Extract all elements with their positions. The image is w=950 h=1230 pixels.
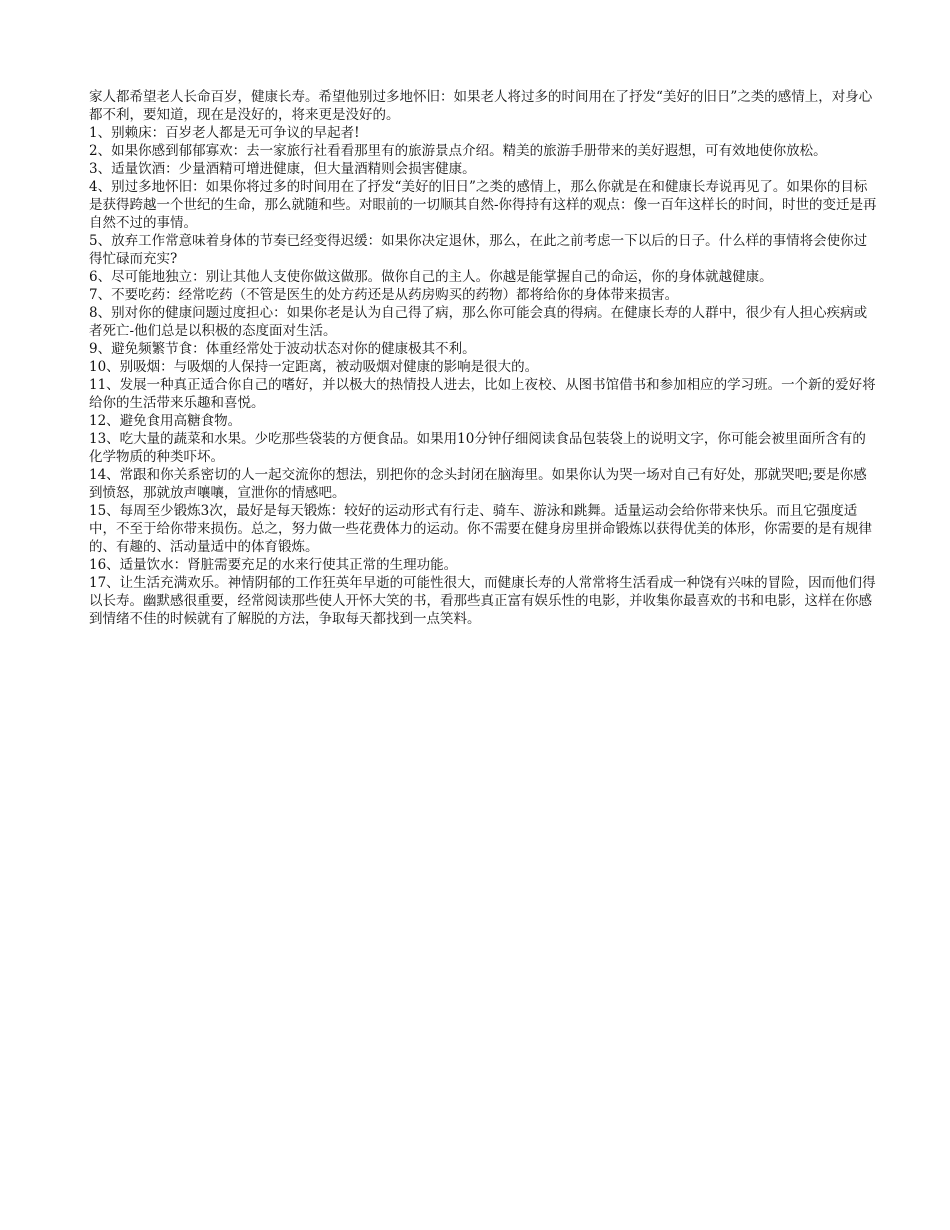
tip-item-17: 17、让生活充满欢乐。神情阴郁的工作狂英年早逝的可能性很大，而健康长寿的人常常将生活看成一种饶有兴味的冒险，因而他们得以长寿。幽默感很重要，经常阅读那些使人开怀大笑的书，看那些真正富有娱乐性的电影，并收集你最喜欢的书和电影，这样在你感到情绪不佳的时候就有了解脱的方法，争取每天都找到一点笑料。 bbox=[89, 575, 876, 627]
intro-paragraph: 家人都希望老人长命百岁，健康长寿。希望他别过多地怀旧：如果老人将过多的时间用在了抒发“美好的旧日”之类的感情上，对身心都不利，要知道，现在是没好的，将来更是没好的。 bbox=[89, 89, 873, 123]
tip-item-4: 4、别过多地怀旧：如果你将过多的时间用在了抒发“美好的旧日”之类的感情上，那么你就是在和健康长寿说再见了。如果你的目标是获得跨越一个世纪的生命，那么就随和些。对眼前的一切顺其自然-你得持有这样的观点：像一百年这样长的时间，时世的变迁是再自然不过的事情。 bbox=[89, 179, 877, 231]
tip-item-12: 12、避免食用高糖食物。 bbox=[89, 413, 242, 429]
tip-item-7: 7、不要吃药：经常吃药（不管是医生的处方药还是从药房购买的药物）都将给你的身体带来损害。 bbox=[89, 287, 679, 303]
tip-item-16: 16、适量饮水：肾脏需要充足的水来行使其正常的生理功能。 bbox=[89, 557, 458, 573]
tip-item-10: 10、别吸烟：与吸烟的人保持一定距离，被动吸烟对健康的影响是很大的。 bbox=[89, 359, 539, 375]
tip-item-1: 1、别赖床：百岁老人都是无可争议的早起者! bbox=[89, 125, 360, 141]
tip-item-5: 5、放弃工作常意味着身体的节奏已经变得迟缓：如果你决定退休，那么，在此之前考虑一下以后的日子。什么样的事情将会使你过得忙碌而充实? bbox=[89, 233, 868, 267]
tip-item-6: 6、尽可能地独立：别让其他人支使你做这做那。做你自己的主人。你越是能掌握自己的命运，你的身体就越健康。 bbox=[89, 269, 773, 285]
tip-item-14: 14、常跟和你关系密切的人一起交流你的想法，别把你的念头封闭在脑海里。如果你认为哭一场对自己有好处，那就哭吧;要是你感到愤怒，那就放声嚷嚷，宣泄你的情感吧。 bbox=[89, 467, 867, 501]
tip-item-11: 11、发展一种真正适合你自己的嗜好，并以极大的热情投人进去，比如上夜校、从图书馆借书和参加相应的学习班。一个新的爱好将给你的生活带来乐趣和喜悦。 bbox=[89, 377, 876, 411]
tip-item-13: 13、吃大量的蔬菜和水果。少吃那些袋装的方便食品。如果用10分钟仔细阅读食品包装袋上的说明文字，你可能会被里面所含有的化学物质的种类吓坏。 bbox=[89, 431, 866, 465]
tip-item-3: 3、适量饮酒：少量酒精可增进健康，但大量酒精则会损害健康。 bbox=[89, 161, 476, 177]
document-body bbox=[89, 88, 879, 628]
tip-item-15: 15、每周至少锻炼3次，最好是每天锻炼：较好的运动形式有行走、骑车、游泳和跳舞。适量运动会给你带来快乐。而且它强度适中，不至于给你带来损伤。总之，努力做一些花费体力的运动。你不需要在健身房里拼命锻炼以获得优美的体形，你需要的是有规律的、有趣的、活动量适中的体育锻炼。 bbox=[89, 503, 872, 555]
tip-item-2: 2、如果你感到郁郁寡欢：去一家旅行社看看那里有的旅游景点介绍。精美的旅游手册带来的美好遐想，可有效地使你放松。 bbox=[89, 143, 827, 159]
tip-item-8: 8、别对你的健康问题过度担心：如果你老是认为自己得了病，那么你可能会真的得病。在健康长寿的人群中，很少有人担心疾病或者死亡-他们总是以积极的态度面对生活。 bbox=[89, 305, 868, 339]
tip-item-9: 9、避免频繁节食：体重经常处于波动状态对你的健康极其不利。 bbox=[89, 341, 476, 357]
